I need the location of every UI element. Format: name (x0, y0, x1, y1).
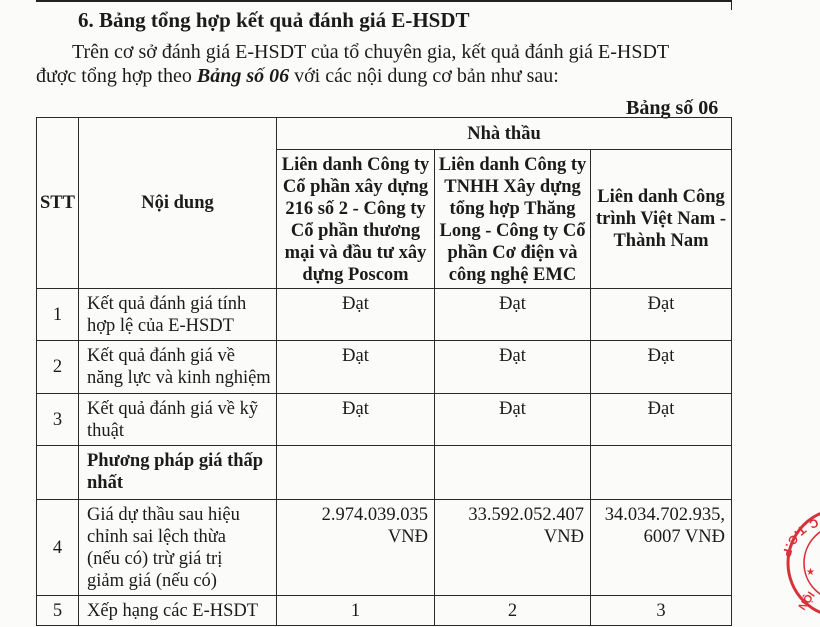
row-1-content: Kết quả đánh giá tính hợp lệ của E-HSDT (79, 289, 277, 341)
row-3-content: Kết quả đánh giá về kỹ thuật (79, 394, 277, 446)
row-4-bidder-1-price: 2.974.039.035 VNĐ (277, 500, 435, 596)
evaluation-summary-table (36, 117, 732, 626)
row-2-bidder-2: Đạt (435, 341, 591, 394)
method-row (37, 446, 732, 500)
row-2-stt: 2 (37, 341, 79, 394)
seal-city-text: NỘI (796, 589, 818, 613)
row-4-stt: 4 (37, 500, 79, 596)
top-border-line (36, 0, 731, 2)
method-stt-empty (37, 446, 79, 500)
intro-table-ref: Bảng số 06 (196, 65, 290, 87)
row-5-bidder-2: 2 (435, 596, 591, 626)
row-1-stt: 1 (37, 289, 79, 341)
row-1-bidder-3: Đạt (591, 289, 732, 341)
intro-line-2 (36, 65, 559, 88)
top-border-tick (731, 0, 732, 10)
row-5-stt: 5 (37, 596, 79, 626)
bidder-2-name: Liên danh Công ty TNHH Xây dựng tổng hợp Thăng Long - Công ty Cổ phần Cơ điện và công nghệ EMC (435, 150, 591, 289)
row-5-content: Xếp hạng các E-HSDT (79, 596, 277, 626)
bidder-1-name: Liên danh Công ty Cổ phần xây dựng 216 số 2 - Công ty Cổ phần thương mại và đầu tư xây dựng Poscom (277, 150, 435, 289)
row-1-bidder-1: Đạt (277, 289, 435, 341)
table-row (37, 341, 732, 394)
row-2-content: Kết quả đánh giá về năng lực và kinh nghiệm (79, 341, 277, 394)
header-stt: STT (37, 118, 79, 289)
seal-inner-ring (804, 525, 820, 601)
header-content: Nội dung (79, 118, 277, 289)
header-bidders-group: Nhà thầu (277, 118, 732, 150)
seal-text: C.T.C.P (779, 515, 820, 561)
table-row (37, 394, 732, 446)
seal-star-icon: ★ (806, 567, 815, 578)
row-2-bidder-3: Đạt (591, 341, 732, 394)
row-3-stt: 3 (37, 394, 79, 446)
row-4-content: Giá dự thầu sau hiệu chỉnh sai lệch thừa (nếu có) trừ giá trị giảm giá (nếu có) (79, 500, 277, 596)
section-heading: 6. Bảng tổng hợp kết quả đánh giá E-HSDT (78, 8, 470, 32)
method-label: Phương pháp giá thấp nhất (79, 446, 277, 500)
row-5-bidder-1: 1 (277, 596, 435, 626)
price-row (37, 500, 732, 596)
intro-line-1: Trên cơ sở đánh giá E-HSDT của tổ chuyên gia, kết quả đánh giá E-HSDT (72, 41, 670, 63)
intro-suffix: với các nội dung cơ bản như sau: (289, 65, 559, 87)
row-3-bidder-1: Đạt (277, 394, 435, 446)
company-seal-stamp (770, 505, 820, 625)
row-1-bidder-2: Đạt (435, 289, 591, 341)
row-4-bidder-2-price: 33.592.052.407 VNĐ (435, 500, 591, 596)
row-5-bidder-3: 3 (591, 596, 732, 626)
row-2-bidder-1: Đạt (277, 341, 435, 394)
rank-row (37, 596, 732, 626)
row-3-bidder-2: Đạt (435, 394, 591, 446)
bidder-3-name: Liên danh Công trình Việt Nam - Thành Nam (591, 150, 732, 289)
intro-prefix: được tổng hợp theo (36, 65, 197, 87)
method-empty-2 (435, 446, 591, 500)
header-row-1 (37, 118, 732, 150)
row-4-bidder-3-price: 34.034.702.935, 6007 VNĐ (591, 500, 732, 596)
row-3-bidder-3: Đạt (591, 394, 732, 446)
table-row (37, 289, 732, 341)
method-empty-3 (591, 446, 732, 500)
table-label: Bảng số 06 (626, 97, 719, 119)
method-empty-1 (277, 446, 435, 500)
